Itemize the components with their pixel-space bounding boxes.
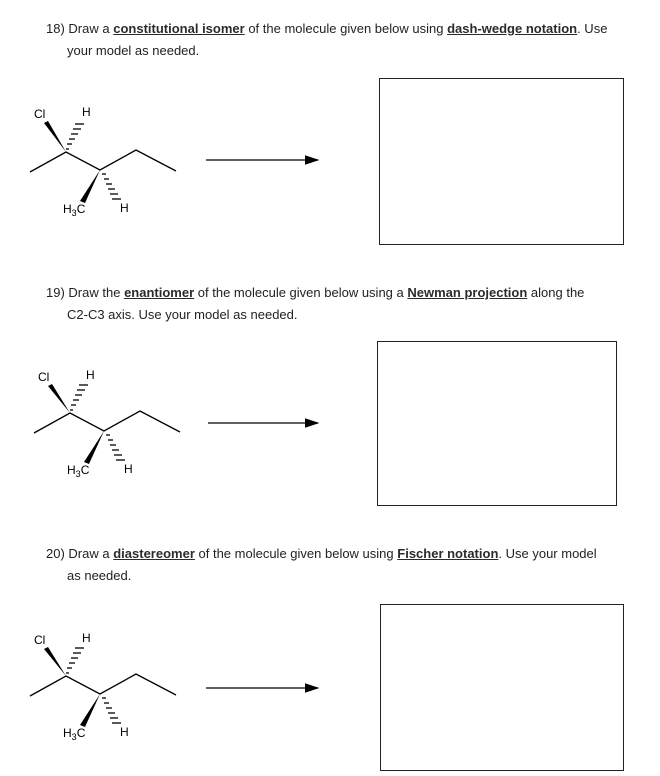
methyl-label: $H_3C$ [63, 202, 86, 218]
methyl-label: $H_3C$ [67, 463, 90, 479]
key-term: enantiomer [124, 285, 195, 300]
key-term: constitutional isomer [113, 21, 245, 36]
hydrogen-label: H [82, 631, 91, 645]
molecule-diagram-18 [0, 100, 340, 230]
molecule-diagram-19 [0, 365, 340, 495]
question-20: 20) Draw a diastereomer of the molecule given below using Fischer notation. Use your model as needed. [46, 546, 597, 583]
question-number: 19) [46, 285, 65, 300]
hydrogen-label: H [86, 368, 95, 382]
wedge-bond [84, 431, 104, 464]
dash-bond [106, 435, 125, 460]
question-number: 20) [46, 546, 65, 561]
chlorine-label: Cl [34, 633, 46, 647]
chlorine-label: Cl [34, 107, 46, 121]
answer-box-19[interactable] [377, 341, 617, 506]
hydrogen-label: H [120, 201, 129, 215]
dash-bond [66, 124, 84, 149]
carbon-chain [30, 674, 176, 696]
chlorine-label: Cl [38, 370, 50, 384]
answer-box-20[interactable] [380, 604, 624, 771]
hydrogen-label: H [120, 725, 129, 739]
key-term: diastereomer [113, 546, 195, 561]
carbon-chain [34, 411, 180, 433]
hydrogen-label: H [82, 105, 91, 119]
key-term: Fischer notation [397, 546, 499, 561]
wedge-bond [44, 647, 66, 676]
dash-bond [102, 174, 121, 199]
wedge-bond [44, 121, 66, 152]
molecule-diagram-20 [0, 628, 340, 758]
question-18: 18) Draw a constitutional isomer of the molecule given below using dash-wedge notation. Use your model as needed. [46, 21, 608, 58]
wedge-bond [80, 694, 100, 727]
hydrogen-label: H [124, 462, 133, 476]
wedge-bond [80, 170, 100, 203]
answer-box-18[interactable] [379, 78, 624, 245]
dash-bond [66, 648, 84, 673]
key-term: dash-wedge notation [447, 21, 578, 36]
question-number: 18) [46, 21, 65, 36]
dash-bond [70, 385, 88, 410]
key-term: Newman projection [407, 285, 528, 300]
dash-bond [102, 698, 121, 723]
carbon-chain [30, 150, 176, 172]
question-19: 19) Draw the enantiomer of the molecule given below using a Newman projection along the C2-C3 axis. Use your model as needed. [46, 285, 585, 322]
wedge-bond [48, 384, 70, 413]
methyl-label: $H_3C$ [63, 726, 86, 742]
